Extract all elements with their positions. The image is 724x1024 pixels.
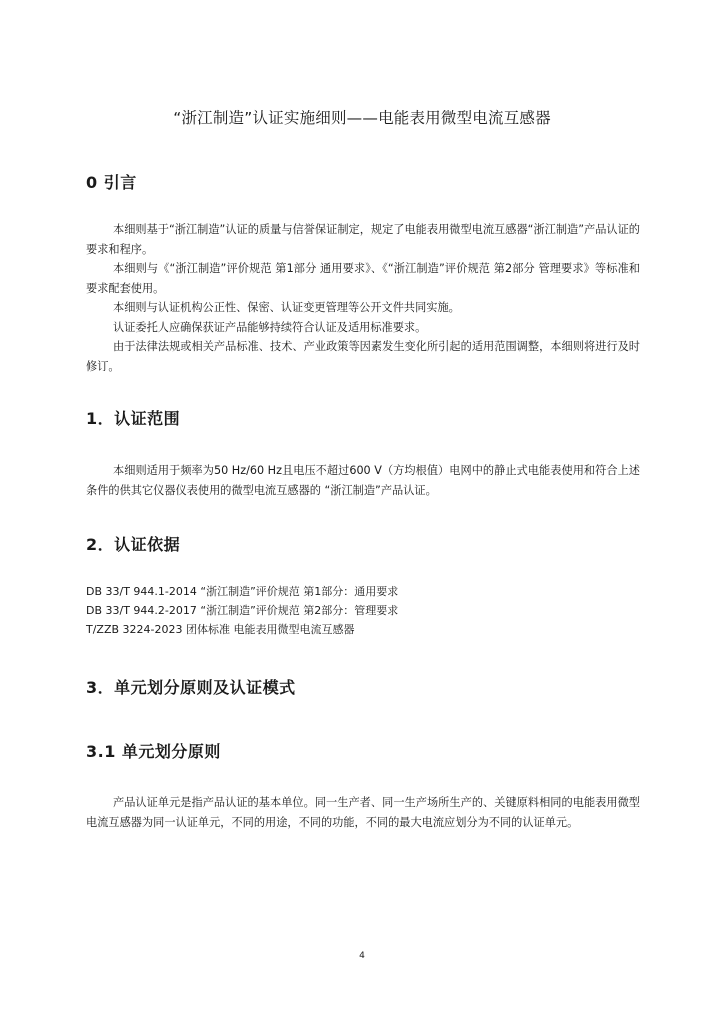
reference-item: DB 33/T 944.1-2014 “浙江制造”评价规范 第1部分：通用要求 [86, 585, 399, 598]
intro-paragraph-2: 本细则与《“浙江制造”评价规范 第1部分 通用要求》、《“浙江制造”评价规范 第2部分 管理要求》等标准和要求配套使用。 [86, 262, 640, 295]
section-heading-unit-principle: 3.1 单元划分原则 [86, 742, 221, 761]
unit-principle-paragraph: 产品认证单元是指产品认证的基本单位。同一生产者、同一生产场所生产的、关键原料相同的电能表用微型电流互感器为同一认证单元，不同的用途，不同的功能，不同的最大电流应划分为不同的认证单元。 [86, 796, 640, 829]
section-heading-unit: 3．单元划分原则及认证模式 [86, 678, 296, 697]
intro-paragraph-1: 本细则基于“浙江制造”认证的质量与信誉保证制定，规定了电能表用微型电流互感器“浙江制造”产品认证的要求和程序。 [86, 223, 640, 256]
scope-paragraph: 本细则适用于频率为50 Hz/60 Hz且电压不超过600 V（方均根值）电网中的静止式电能表使用和符合上述条件的供其它仪器仪表使用的微型电流互感器的 “浙江制造”产品认证。 [86, 464, 640, 497]
intro-paragraph-4: 认证委托人应确保获证产品能够持续符合认证及适用标准要求。 [113, 320, 427, 334]
reference-item: T/ZZB 3224-2023 团体标准 电能表用微型电流互感器 [86, 623, 355, 636]
section-heading-scope: 1．认证范围 [86, 409, 181, 428]
section-heading-intro: 0 引言 [86, 173, 137, 192]
reference-item: DB 33/T 944.2-2017 “浙江制造”评价规范 第2部分：管理要求 [86, 604, 399, 617]
page-number: 4 [359, 951, 365, 961]
document-title: “浙江制造”认证实施细则——电能表用微型电流互感器 [173, 109, 551, 127]
section-heading-basis: 2．认证依据 [86, 535, 181, 554]
intro-paragraph-3: 本细则与认证机构公正性、保密、认证变更管理等公开文件共同实施。 [113, 301, 460, 314]
intro-paragraph-5: 由于法律法规或相关产品标准、技术、产业政策等因素发生变化所引起的适用范围调整，本细则将进行及时修订。 [86, 340, 640, 373]
